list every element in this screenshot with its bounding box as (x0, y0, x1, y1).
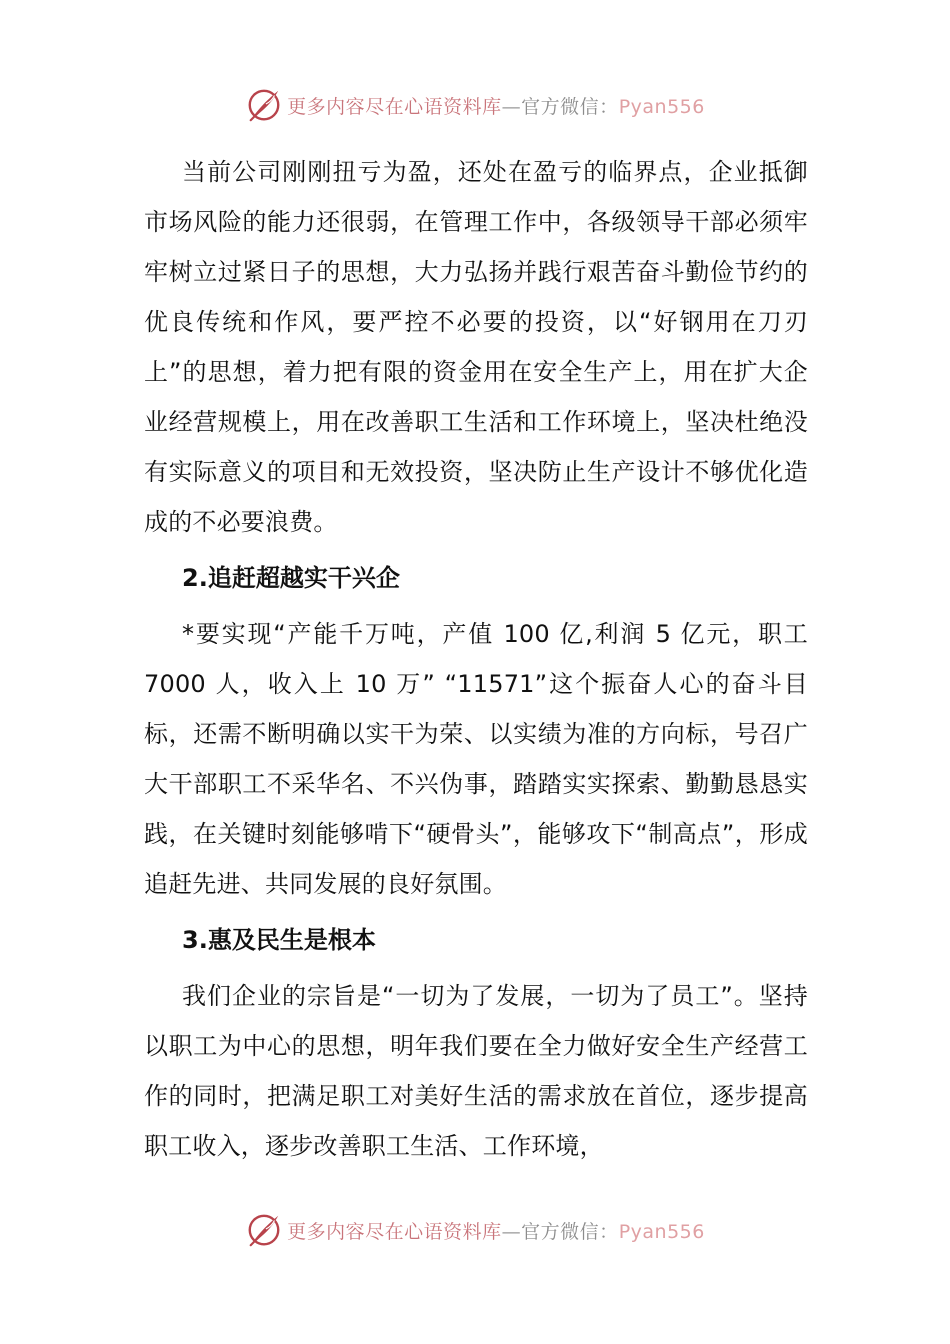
document-body (144, 147, 808, 1171)
intro-paragraph: 当前公司刚刚扭亏为盈，还处在盈亏的临界点，企业抵御市场风险的能力还很弱，在管理工作中，各级领导干部必须牢牢树立过紧日子的思想，大力弘扬并践行艰苦奋斗勤俭节约的优良传统和作风，要严控不必要的投资，以“好钢用在刀刃上”的思想，着力把有限的资金用在安全生产上，用在扩大企业经营规模上，用在改善职工生活和工作环境上，坚决杜绝没有实际意义的项目和无效投资，坚决防止生产设计不够优化造成的不必要浪费。 (144, 158, 808, 536)
header-banner (0, 83, 950, 127)
section-paragraph-3: 我们企业的宗旨是“一切为了发展，一切为了员工”。坚持以职工为中心的思想，明年我们要在全力做好安全生产经营工作的同时，把满足职工对美好生活的需求放在首位，逐步提高职工收入，逐步改善职工生活、工作环境， (144, 982, 808, 1160)
banner-site-name: 更多内容尽在心语资料库 (287, 1220, 502, 1243)
section-heading-3: 3.惠及民生是根本 (182, 926, 376, 954)
banner-text (287, 1217, 705, 1244)
banner-wechat-id: Pyan556 (618, 1220, 705, 1243)
banner-wechat-label: 官方微信： (521, 1220, 619, 1243)
quill-pen-logo-icon (245, 86, 283, 124)
banner-wechat-id: Pyan556 (618, 95, 705, 118)
banner-dash: — (501, 1220, 522, 1243)
quill-pen-logo-icon (245, 1211, 283, 1249)
section-heading-2: 2.追赶超越实干兴企 (182, 564, 400, 592)
footer-banner (0, 1208, 950, 1252)
banner-wechat-label: 官方微信： (521, 95, 619, 118)
banner-text (287, 92, 705, 119)
banner-dash: — (501, 95, 522, 118)
section-paragraph-2: *要实现“产能千万吨，产值 100 亿,利润 5 亿元，职工 7000 人，收入上 10 万” “11571”这个振奋人心的奋斗目标，还需不断明确以实干为荣、以实绩为准的方向标，号召广大干部职工不采华名、不兴伪事，踏踏实实探索、勤勤恳恳实践，在关键时刻能够啃下“硬骨头”，能够攻下“制高点”，形成追赶先进、共同发展的良好氛围。 (144, 620, 808, 898)
banner-site-name: 更多内容尽在心语资料库 (287, 95, 502, 118)
